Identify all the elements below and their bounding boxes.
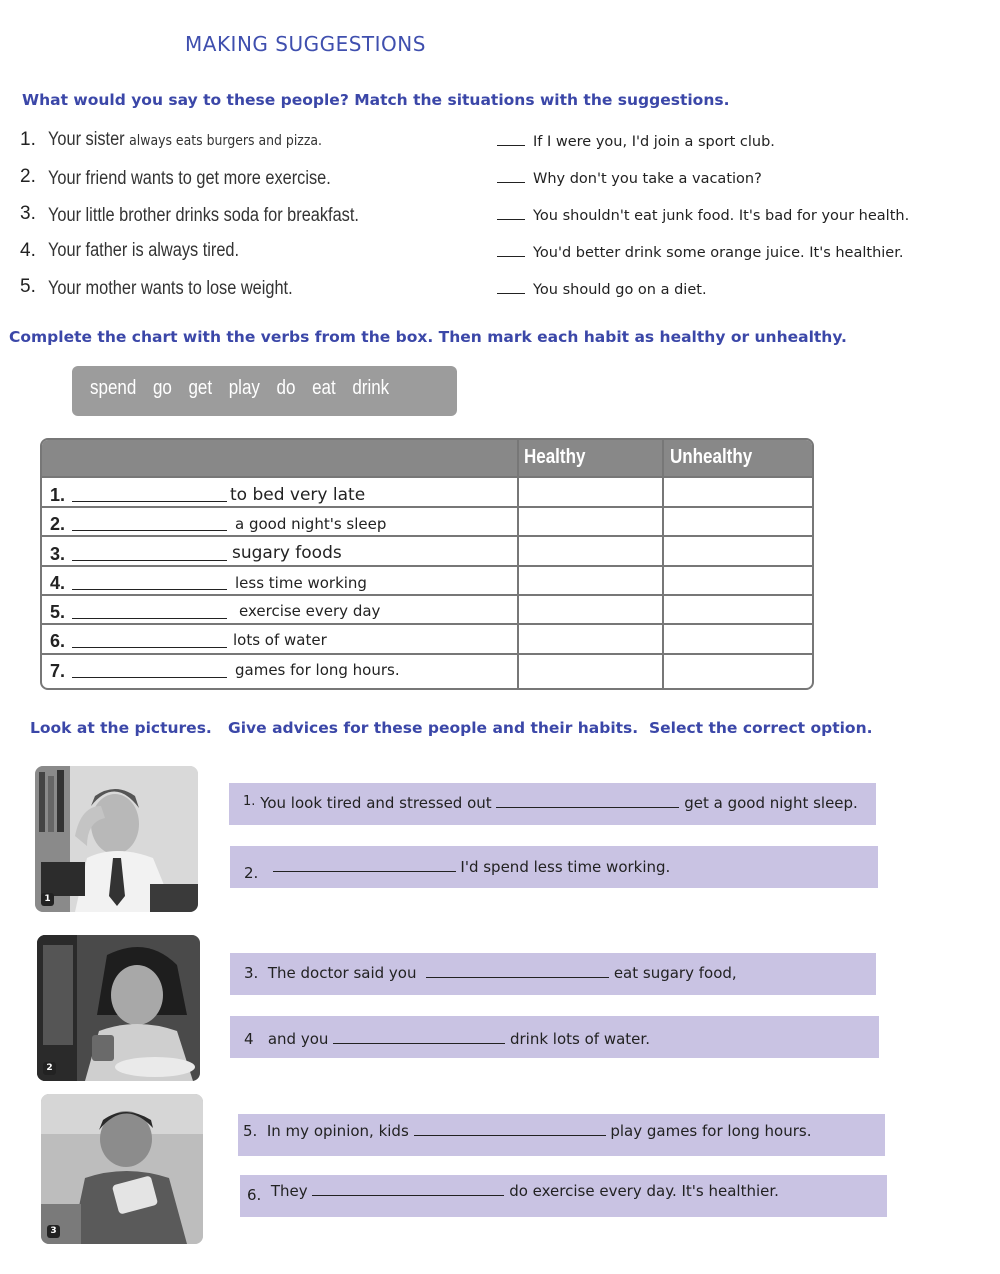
situation-number: 4. — [20, 240, 36, 261]
row-number: 5. — [50, 602, 66, 622]
gaming-boy-illustration — [41, 1094, 203, 1244]
photo-eating-woman — [37, 935, 200, 1081]
verb-blank[interactable] — [72, 618, 227, 619]
row-text: exercise every day — [239, 602, 381, 620]
verb-blank[interactable] — [72, 530, 227, 531]
advice-number: 5. — [243, 1122, 258, 1140]
verb-blank[interactable] — [72, 647, 227, 648]
advice-strip — [230, 1016, 879, 1058]
advice-before: The doctor said you — [267, 964, 417, 982]
advice-strip — [238, 1114, 885, 1156]
advice-strip — [230, 953, 876, 995]
situation-main: Your sister — [48, 129, 125, 150]
verb-blank[interactable] — [72, 560, 227, 561]
situation-text: Your little brother drinks soda for breakfast. — [48, 205, 359, 226]
row-number: 7. — [50, 661, 66, 681]
situation-number: 1. — [20, 129, 36, 150]
suggestion-text: You'd better drink some orange juice. It's healthier. — [533, 245, 904, 261]
header-unhealthy: Unhealthy — [670, 446, 753, 468]
suggestion-text: If I were you, I'd join a sport club. — [533, 134, 775, 150]
row-number: 6. — [50, 631, 66, 651]
advice-sentence — [243, 1122, 811, 1140]
advice-number: 2. — [244, 864, 259, 882]
match-blank[interactable] — [497, 256, 525, 257]
verb-blank[interactable] — [72, 677, 227, 678]
suggestion-item — [497, 208, 909, 224]
verb-blank[interactable] — [72, 501, 227, 502]
row-number: 1. — [50, 485, 66, 505]
advice-after: eat sugary food, — [613, 964, 737, 982]
row-number: 4. — [50, 573, 66, 593]
advice-blank[interactable] — [273, 871, 456, 872]
advice-sentence — [243, 794, 858, 812]
row-text: lots of water — [233, 631, 327, 649]
suggestion-text: You should go on a diet. — [533, 282, 707, 298]
pictures-instruction-c: Select the correct option. — [648, 719, 873, 737]
situation-text — [48, 129, 322, 151]
verb-box-words: spend go get play do eat drink — [90, 377, 390, 399]
advice-blank[interactable] — [414, 1135, 606, 1136]
page-title: MAKING SUGGESTIONS — [185, 32, 426, 56]
row-text: games for long hours. — [235, 661, 400, 679]
suggestion-item — [497, 134, 775, 150]
row-divider — [42, 506, 812, 508]
advice-blank[interactable] — [333, 1043, 505, 1044]
situation-text: Your father is always tired. — [48, 240, 240, 261]
advice-before: In my opinion, kids — [266, 1122, 409, 1140]
advice-after: I'd spend less time working. — [460, 858, 671, 876]
row-text: to bed very late — [230, 485, 366, 505]
advice-strip — [230, 846, 878, 888]
row-divider — [42, 535, 812, 537]
row-divider — [42, 653, 812, 655]
habits-chart — [40, 438, 814, 690]
verb-blank[interactable] — [72, 589, 227, 590]
header-healthy: Healthy — [524, 446, 586, 468]
advice-number: 1. — [243, 794, 256, 809]
advice-sentence — [244, 964, 737, 982]
photo-badge: 3 — [47, 1225, 60, 1238]
chart-instructions: Complete the chart with the verbs from the box. Then mark each habit as healthy or unhealthy. — [9, 328, 847, 346]
advice-blank[interactable] — [496, 807, 679, 808]
photo-gaming-boy — [41, 1094, 203, 1244]
advice-blank[interactable] — [426, 977, 609, 978]
situation-number: 2. — [20, 166, 36, 187]
advice-sentence — [244, 858, 671, 882]
pictures-instruction-a: Look at the pictures. — [30, 719, 212, 737]
row-text: sugary foods — [232, 543, 342, 563]
situation-text: Your mother wants to lose weight. — [48, 278, 293, 299]
situation-small: always eats burgers and pizza. — [129, 133, 322, 149]
row-divider — [42, 476, 812, 478]
advice-before: You look tired and stressed out — [260, 794, 492, 812]
row-number: 2. — [50, 514, 66, 534]
row-divider — [42, 565, 812, 567]
advice-before: They — [270, 1182, 308, 1200]
match-blank[interactable] — [497, 293, 525, 294]
suggestion-text: Why don't you take a vacation? — [533, 171, 762, 187]
tired-man-illustration — [35, 766, 198, 912]
advice-sentence — [247, 1182, 779, 1204]
match-instructions: What would you say to these people? Match the situations with the suggestions. — [22, 91, 730, 109]
suggestion-item — [497, 282, 707, 298]
pictures-instructions — [30, 719, 873, 737]
eating-woman-illustration — [37, 935, 200, 1081]
advice-number: 3. — [244, 964, 259, 982]
advice-number: 6. — [247, 1186, 262, 1204]
advice-after: get a good night sleep. — [684, 794, 858, 812]
advice-number: 4 — [244, 1030, 254, 1048]
photo-badge: 2 — [43, 1062, 56, 1075]
suggestion-item — [497, 171, 762, 187]
advice-sentence — [244, 1030, 650, 1048]
suggestion-item — [497, 245, 903, 261]
advice-strip — [240, 1175, 887, 1217]
advice-after: play games for long hours. — [610, 1122, 812, 1140]
match-blank[interactable] — [497, 182, 525, 183]
row-number: 3. — [50, 544, 66, 564]
advice-strip — [229, 783, 876, 825]
advice-blank[interactable] — [312, 1195, 504, 1196]
photo-badge: 1 — [41, 893, 54, 906]
row-divider — [42, 594, 812, 596]
situation-number: 5. — [20, 276, 36, 297]
advice-before: and you — [267, 1030, 329, 1048]
situation-number: 3. — [20, 203, 36, 224]
advice-after: drink lots of water. — [509, 1030, 650, 1048]
match-blank[interactable] — [497, 145, 525, 146]
pictures-instruction-b: Give advices for these people and their habits. — [228, 719, 639, 737]
situation-text: Your friend wants to get more exercise. — [48, 168, 331, 189]
advice-after: do exercise every day. It's healthier. — [509, 1182, 779, 1200]
photo-tired-man — [35, 766, 198, 912]
row-text: less time working — [235, 574, 367, 592]
row-text: a good night's sleep — [235, 515, 387, 533]
row-divider — [42, 623, 812, 625]
match-blank[interactable] — [497, 219, 525, 220]
suggestion-text: You shouldn't eat junk food. It's bad for your health. — [533, 208, 910, 224]
